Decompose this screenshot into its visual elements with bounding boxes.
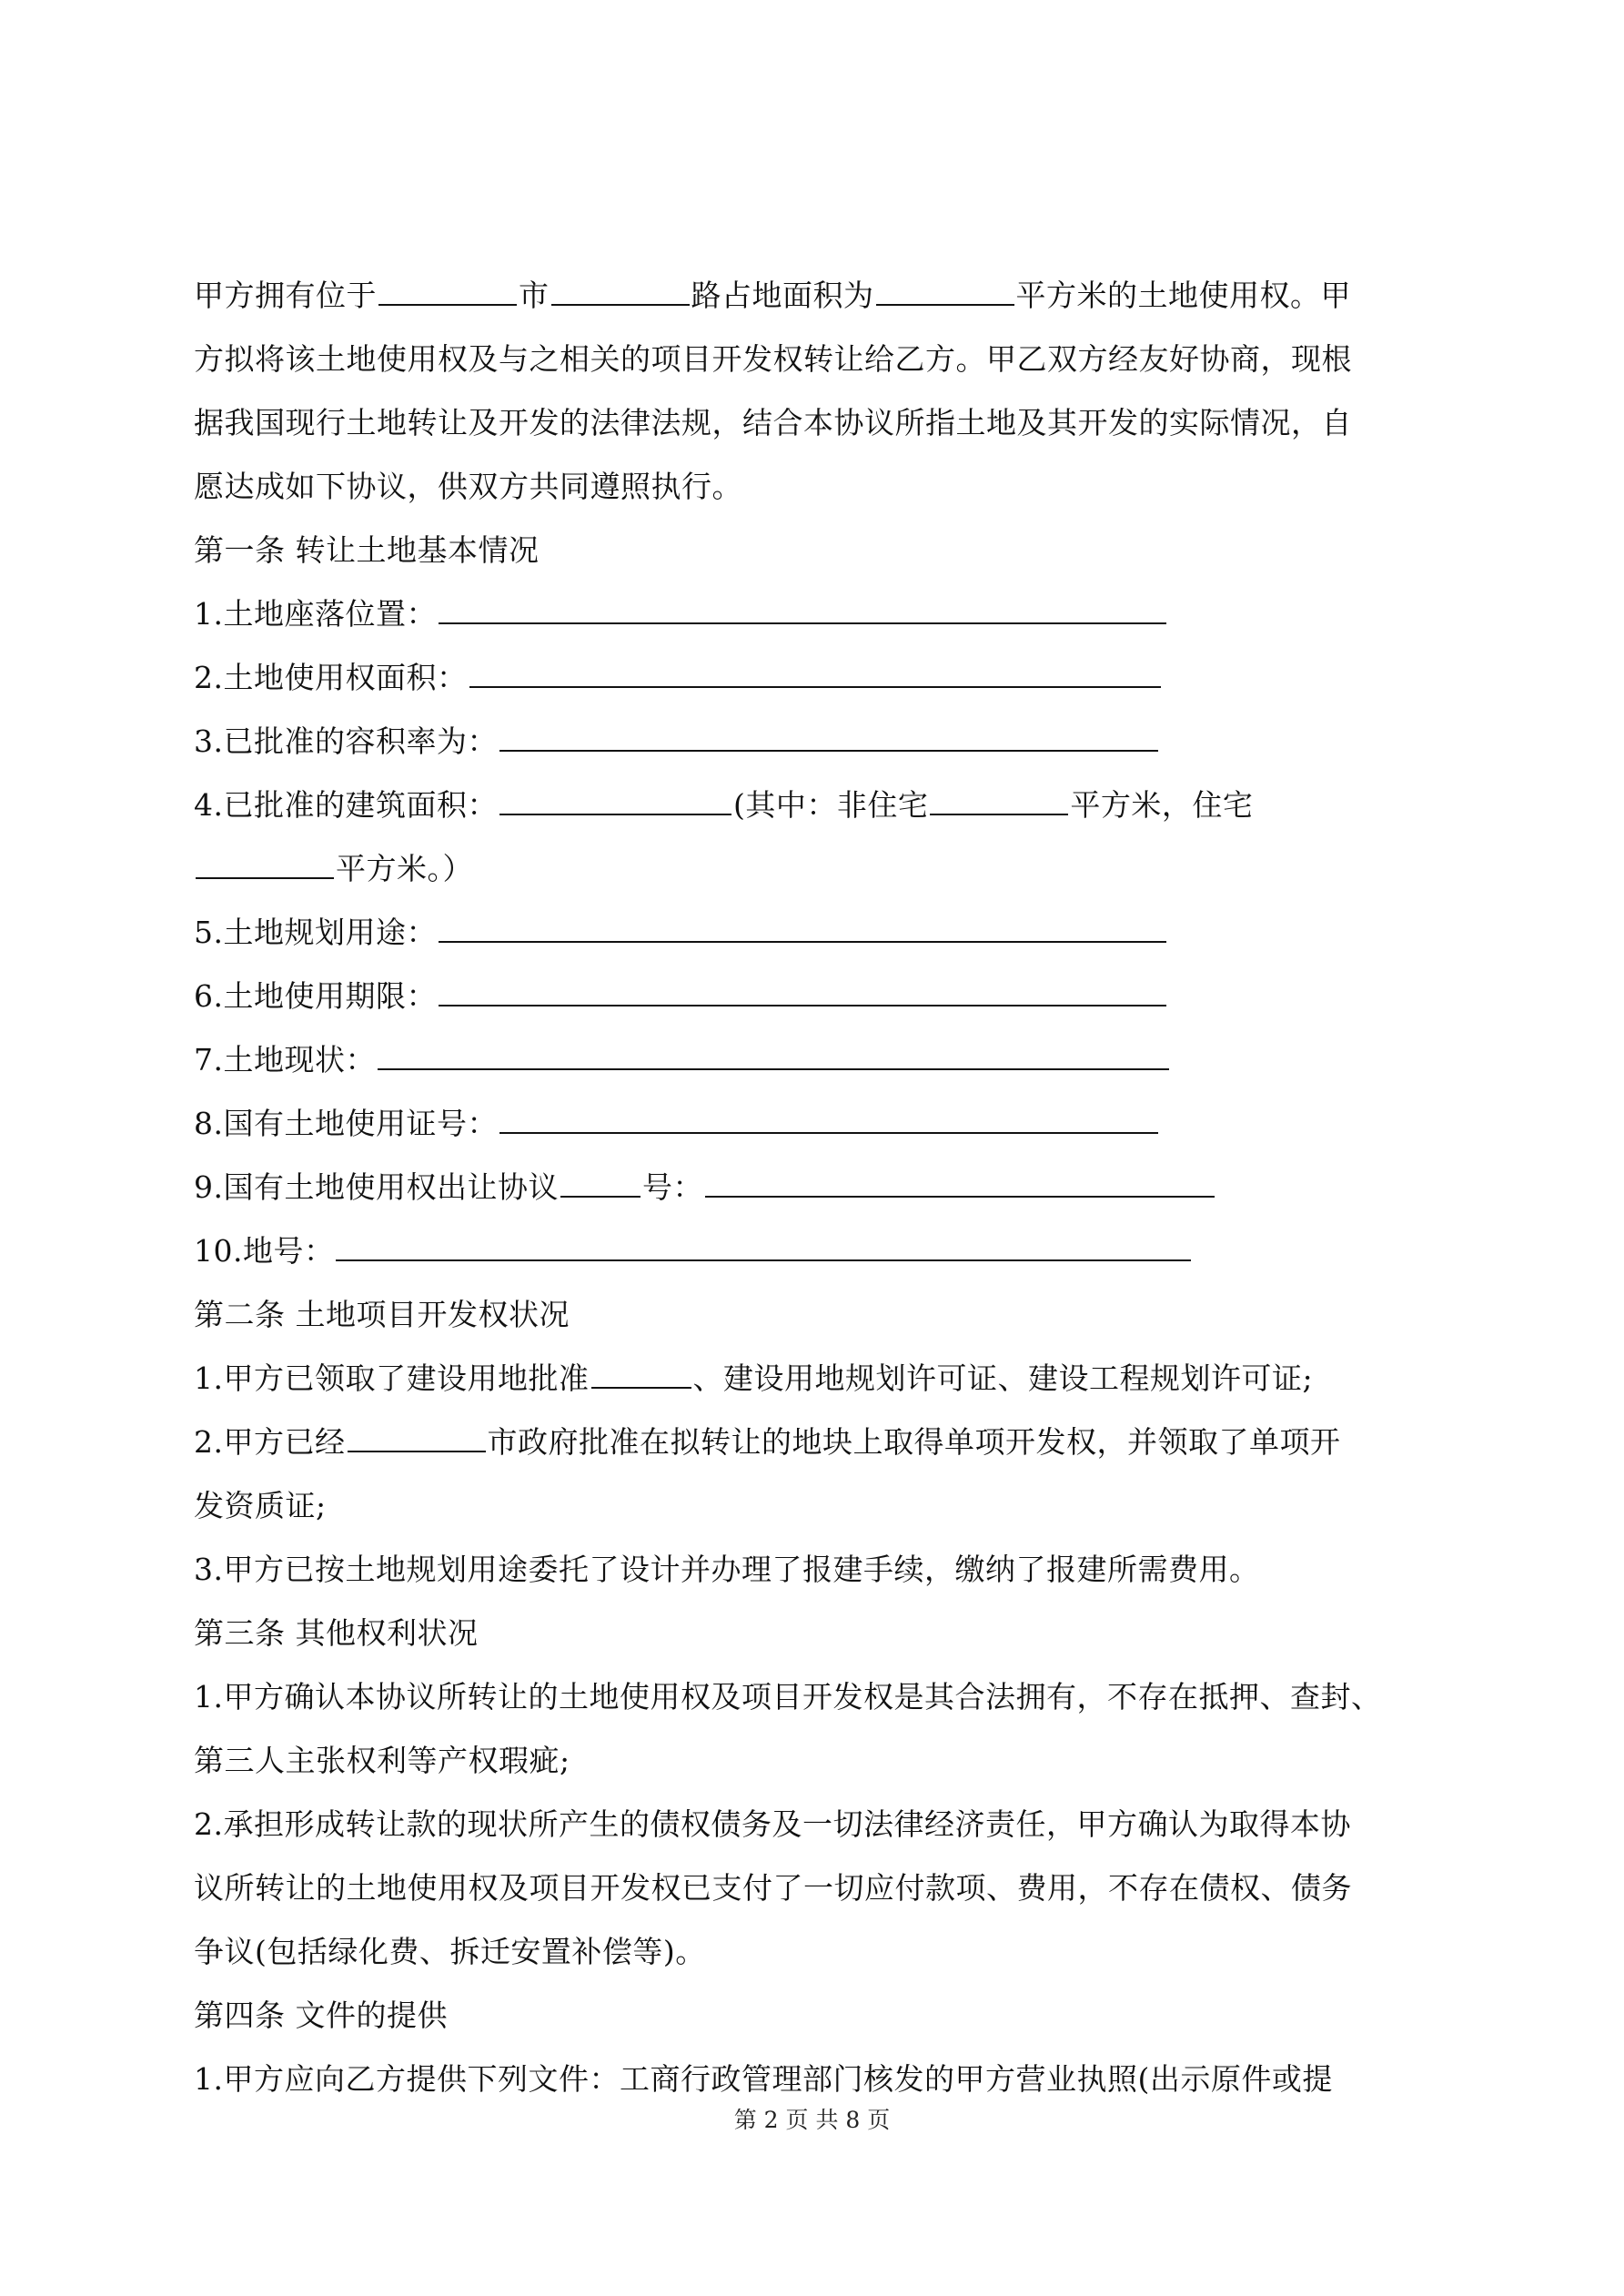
blank-road[interactable] — [551, 269, 690, 306]
text: 、建设用地规划许可证、建设工程规划许可证; — [692, 1360, 1314, 1396]
article-1-item-10 — [194, 1219, 1442, 1283]
blank-approval[interactable] — [591, 1352, 691, 1389]
article-1-item-5 — [194, 901, 1442, 965]
article-3-item-1-cont: 第三人主张权利等产权瑕疵; — [194, 1743, 570, 1778]
text: 2.甲方已经 — [194, 1424, 346, 1460]
article-1-item-7 — [194, 1028, 1442, 1092]
blank-lot-no[interactable] — [336, 1225, 1191, 1261]
label: 6.土地使用期限： — [194, 978, 437, 1014]
blank-current-status[interactable] — [378, 1034, 1169, 1070]
article-2-item-2-cont: 发资质证; — [194, 1488, 327, 1523]
article-1-item-2 — [194, 646, 1442, 710]
article-2-item-2 — [194, 1411, 1442, 1474]
article-2-item-1 — [194, 1347, 1442, 1411]
document-body — [194, 264, 1442, 2111]
label: 9.国有土地使用权出让协议 — [194, 1169, 559, 1205]
article-1-title: 第一条 转让土地基本情况 — [194, 532, 540, 568]
text: 平方米的土地使用权。甲 — [1015, 278, 1351, 313]
intro-line-3: 据我国现行土地转让及开发的法律法规，结合本协议所指土地及其开发的实际情况，自 — [194, 405, 1352, 440]
article-1-item-1 — [194, 582, 1442, 646]
article-1-item-3 — [194, 710, 1442, 774]
article-4-title: 第四条 文件的提供 — [194, 1998, 448, 2033]
blank-agreement-no[interactable] — [560, 1161, 641, 1198]
blank-location[interactable] — [439, 588, 1166, 624]
article-1-item-9 — [194, 1156, 1442, 1219]
article-1-item-6 — [194, 965, 1442, 1028]
text: 1.甲方已领取了建设用地批准 — [194, 1360, 590, 1396]
intro-line-4: 愿达成如下协议，供双方共同遵照执行。 — [194, 469, 742, 504]
blank-municipality[interactable] — [348, 1416, 486, 1452]
blank-residential[interactable] — [196, 843, 334, 879]
label: 5.土地规划用途： — [194, 915, 437, 950]
text: (其中：非住宅 — [733, 787, 929, 823]
intro-line-1 — [194, 264, 1442, 328]
text: 市政府批准在拟转让的地块上取得单项开发权，并领取了单项开 — [487, 1424, 1341, 1460]
text: 号： — [642, 1169, 703, 1205]
article-3-item-2-cont: 议所转让的土地使用权及项目开发权已支付了一切应付款项、费用，不存在债权、债务 — [194, 1870, 1352, 1906]
blank-city[interactable] — [378, 269, 517, 306]
text: 路占地面积为 — [691, 278, 874, 313]
text: 甲方拥有位于 — [194, 278, 377, 313]
text: 市 — [519, 278, 550, 313]
label: 4.已批准的建筑面积： — [194, 787, 498, 823]
article-4-item-1: 1.甲方应向乙方提供下列文件：工商行政管理部门核发的甲方营业执照(出示原件或提 — [194, 2061, 1333, 2097]
blank-agreement-detail[interactable] — [705, 1161, 1215, 1198]
article-2-title: 第二条 土地项目开发权状况 — [194, 1297, 570, 1332]
blank-planned-use[interactable] — [439, 906, 1166, 943]
label: 1.土地座落位置： — [194, 596, 437, 632]
blank-building-area[interactable] — [499, 779, 731, 815]
page-number: 第 2 页 共 8 页 — [733, 2107, 891, 2133]
article-3-title: 第三条 其他权利状况 — [194, 1615, 479, 1651]
article-3-item-2-end: 争议(包括绿化费、拆迁安置补偿等)。 — [194, 1934, 706, 1969]
article-3-item-2: 2.承担形成转让款的现状所产生的债权债务及一切法律经济责任，甲方确认为取得本协 — [194, 1806, 1351, 1842]
blank-area[interactable] — [876, 269, 1014, 306]
intro-line-2: 方拟将该土地使用权及与之相关的项目开发权转让给乙方。甲乙双方经友好协商，现根 — [194, 341, 1352, 377]
label: 7.土地现状： — [194, 1042, 376, 1077]
blank-term[interactable] — [439, 970, 1166, 1006]
article-1-item-4 — [194, 774, 1442, 837]
blank-non-residential[interactable] — [930, 779, 1068, 815]
article-2-item-3: 3.甲方已按土地规划用途委托了设计并办理了报建手续，缴纳了报建所需费用。 — [194, 1552, 1260, 1587]
blank-land-area[interactable] — [469, 652, 1161, 688]
label: 3.已批准的容积率为： — [194, 723, 498, 759]
label: 2.土地使用权面积： — [194, 660, 468, 695]
article-1-item-4-cont — [194, 837, 1442, 901]
article-1-item-8 — [194, 1092, 1442, 1156]
text: 平方米。） — [336, 851, 473, 886]
label: 8.国有土地使用证号： — [194, 1106, 498, 1141]
text: 平方米，住宅 — [1070, 787, 1254, 823]
label: 10.地号： — [194, 1233, 335, 1269]
blank-certificate-no[interactable] — [499, 1097, 1158, 1134]
article-3-item-1: 1.甲方确认本协议所转让的土地使用权及项目开发权是其合法拥有，不存在抵押、查封、 — [194, 1679, 1382, 1714]
blank-plot-ratio[interactable] — [499, 715, 1158, 752]
